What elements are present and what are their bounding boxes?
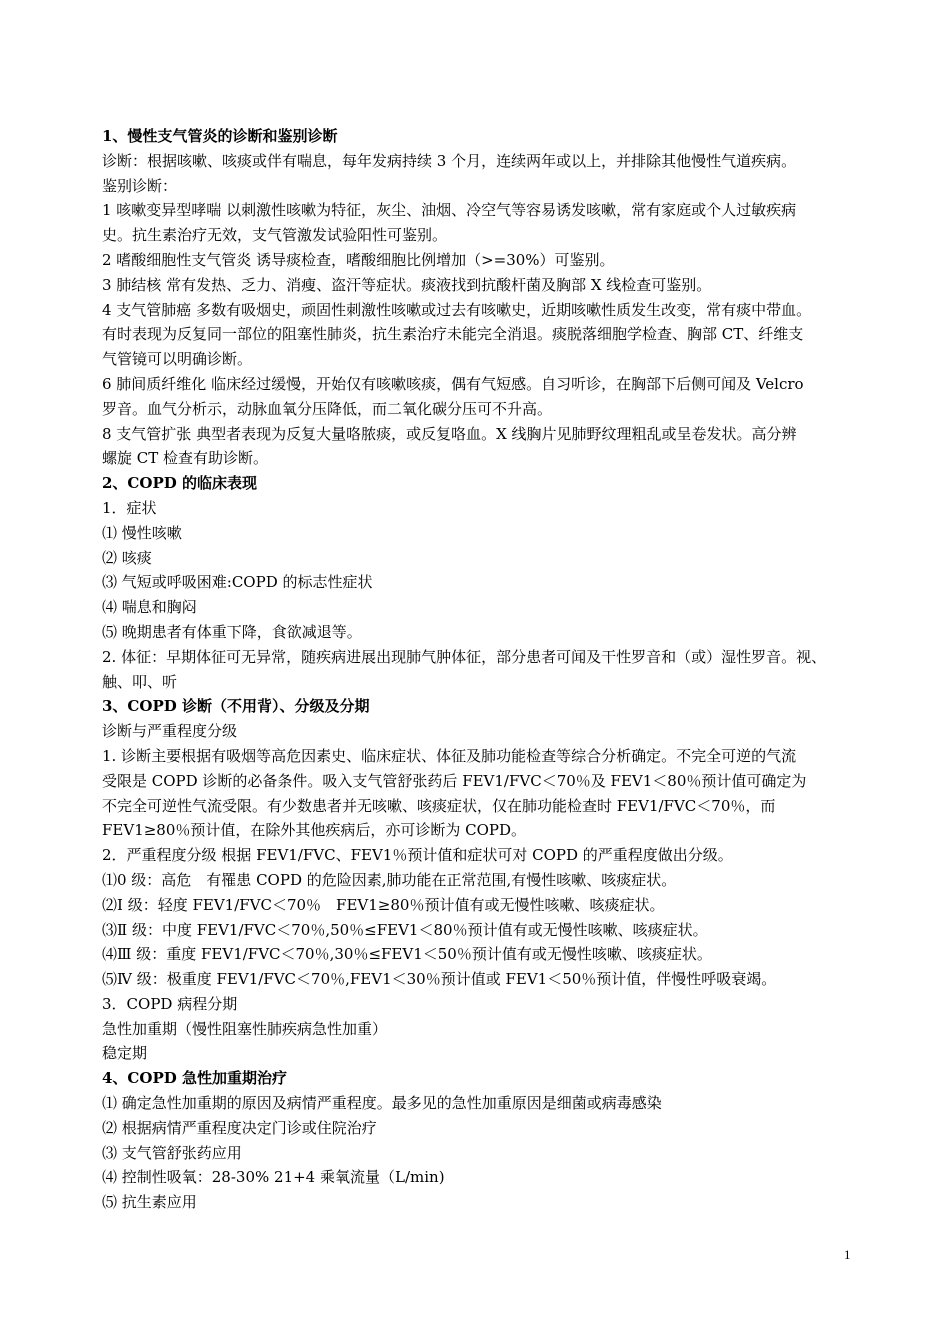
text-line: ⑷ 喘息和胸闷 (102, 598, 197, 617)
text-line: 8 支气管扩张 典型者表现为反复大量咯脓痰，或反复咯血。X 线胸片见肺野纹理粗乱或呈卷发状。高分辨 (102, 424, 797, 443)
text-line: 史。抗生素治疗无效，支气管激发试验阳性可鉴别。 (102, 226, 448, 245)
text-line: 罗音。血气分析示，动脉血氧分压降低，而二氧化碳分压可不升高。 (102, 399, 553, 418)
text-line: ⑸ 晚期患者有体重下降，食欲减退等。 (102, 622, 362, 641)
page-number: 1 (844, 1247, 851, 1262)
text-line: ⑶ 气短或呼吸困难:COPD 的标志性症状 (102, 573, 373, 592)
text-line: 稳定期 (102, 1044, 148, 1063)
text-line: ⑸ 抗生素应用 (102, 1193, 197, 1212)
text-line: 有时表现为反复同一部位的阻塞性肺炎，抗生素治疗未能完全消退。痰脱落细胞学检查、胸部 CT、纤维支 (102, 325, 804, 344)
text-line: 气管镜可以明确诊断。 (102, 350, 253, 369)
text-line: 诊断与严重程度分级 (102, 722, 238, 741)
text-line: 3 肺结核 常有发热、乏力、消瘦、盗汗等症状。痰液找到抗酸杆菌及胸部 X 线检查可鉴别。 (102, 275, 712, 294)
text-line: 诊断：根据咳嗽、咳痰或伴有喘息，每年发病持续 3 个月，连续两年或以上，并排除其他慢性气道疾病。 (102, 151, 797, 170)
text-line: ⑵Ⅰ 级：轻度 FEV1/FVC＜70％ FEV1≥80％预计值有或无慢性咳嗽、咳痰症状。 (102, 895, 665, 914)
text-line: 1 咳嗽变异型哮喘 以刺激性咳嗽为特征，灰尘、油烟、冷空气等容易诱发咳嗽，常有家庭或个人过敏疾病 (102, 201, 797, 220)
text-line: 3．COPD 病程分期 (102, 994, 238, 1013)
text-line: 螺旋 CT 检查有助诊断。 (102, 449, 269, 468)
text-line: 触、叩、听 (102, 672, 178, 691)
text-line: 受限是 COPD 诊断的必备条件。吸入支气管舒张药后 FEV1/FVC＜70％及 FEV1＜80％预计值可确定为 (102, 771, 807, 790)
text-line: 4 支气管肺癌 多数有吸烟史，顽固性刺激性咳嗽或过去有咳嗽史，近期咳嗽性质发生改变，常有痰中带血。 (102, 300, 812, 319)
text-line: 1. 诊断主要根据有吸烟等高危因素史、临床症状、体征及肺功能检查等综合分析确定。不完全可逆的气流 (102, 746, 797, 765)
section-heading: 2、COPD 的临床表现 (102, 474, 257, 493)
text-line: 6 肺间质纤维化 临床经过缓慢，开始仅有咳嗽咳痰，偶有气短感。自习听诊，在胸部下后侧可闻及 Velcro (102, 374, 804, 393)
text-line: FEV1≥80％预计值，在除外其他疾病后，亦可诊断为 COPD。 (102, 821, 527, 840)
text-line: 急性加重期（慢性阻塞性肺疾病急性加重） (102, 1019, 388, 1038)
text-line: ⑵ 咳痰 (102, 548, 152, 567)
text-line: ⑶ 支气管舒张药应用 (102, 1143, 242, 1162)
text-line: ⑵ 根据病情严重程度决定门诊或住院治疗 (102, 1118, 377, 1137)
text-line: 2 嗜酸细胞性支气管炎 诱导痰检查，嗜酸细胞比例增加（>=30%）可鉴别。 (102, 250, 615, 269)
text-line: 不完全可逆性气流受限。有少数患者并无咳嗽、咳痰症状，仅在肺功能检查时 FEV1/FVC＜70％，而 (102, 796, 776, 815)
text-line: 鉴别诊断： (102, 176, 178, 195)
text-line: ⑷ 控制性吸氧：28-30% 21+4 乘氧流量（L/min) (102, 1168, 445, 1187)
document-body (102, 124, 867, 1215)
text-line: ⑶Ⅱ 级：中度 FEV1/FVC＜70％,50％≤FEV1＜80％预计值有或无慢性咳嗽、咳痰症状。 (102, 920, 708, 939)
text-line: 1．症状 (102, 498, 157, 517)
text-line: ⑴ 确定急性加重期的原因及病情严重程度。最多见的急性加重原因是细菌或病毒感染 (102, 1094, 662, 1113)
section-heading: 4、COPD 急性加重期治疗 (102, 1069, 287, 1088)
text-line: ⑴0 级：高危 有罹患 COPD 的危险因素,肺功能在正常范围,有慢性咳嗽、咳痰症状。 (102, 870, 677, 889)
text-line: ⑸Ⅳ 级：极重度 FEV1/FVC＜70％,FEV1＜30％预计值或 FEV1＜50％预计值，伴慢性呼吸衰竭。 (102, 970, 777, 989)
text-line: ⑴ 慢性咳嗽 (102, 523, 182, 542)
text-line: 2. 体征：早期体征可无异常，随疾病进展出现肺气肿体征，部分患者可闻及干性罗音和（或）湿性罗音。视、 (102, 647, 827, 666)
text-line: ⑷Ⅲ 级：重度 FEV1/FVC＜70％,30％≤FEV1＜50％预计值有或无慢性咳嗽、咳痰症状。 (102, 945, 712, 964)
text-line: 2．严重程度分级 根据 FEV1/FVC、FEV1％预计值和症状可对 COPD 的严重程度做出分级。 (102, 846, 733, 865)
section-heading: 1、慢性支气管炎的诊断和鉴别诊断 (102, 127, 338, 145)
section-heading: 3、COPD 诊断（不用背）、分级及分期 (102, 697, 370, 716)
